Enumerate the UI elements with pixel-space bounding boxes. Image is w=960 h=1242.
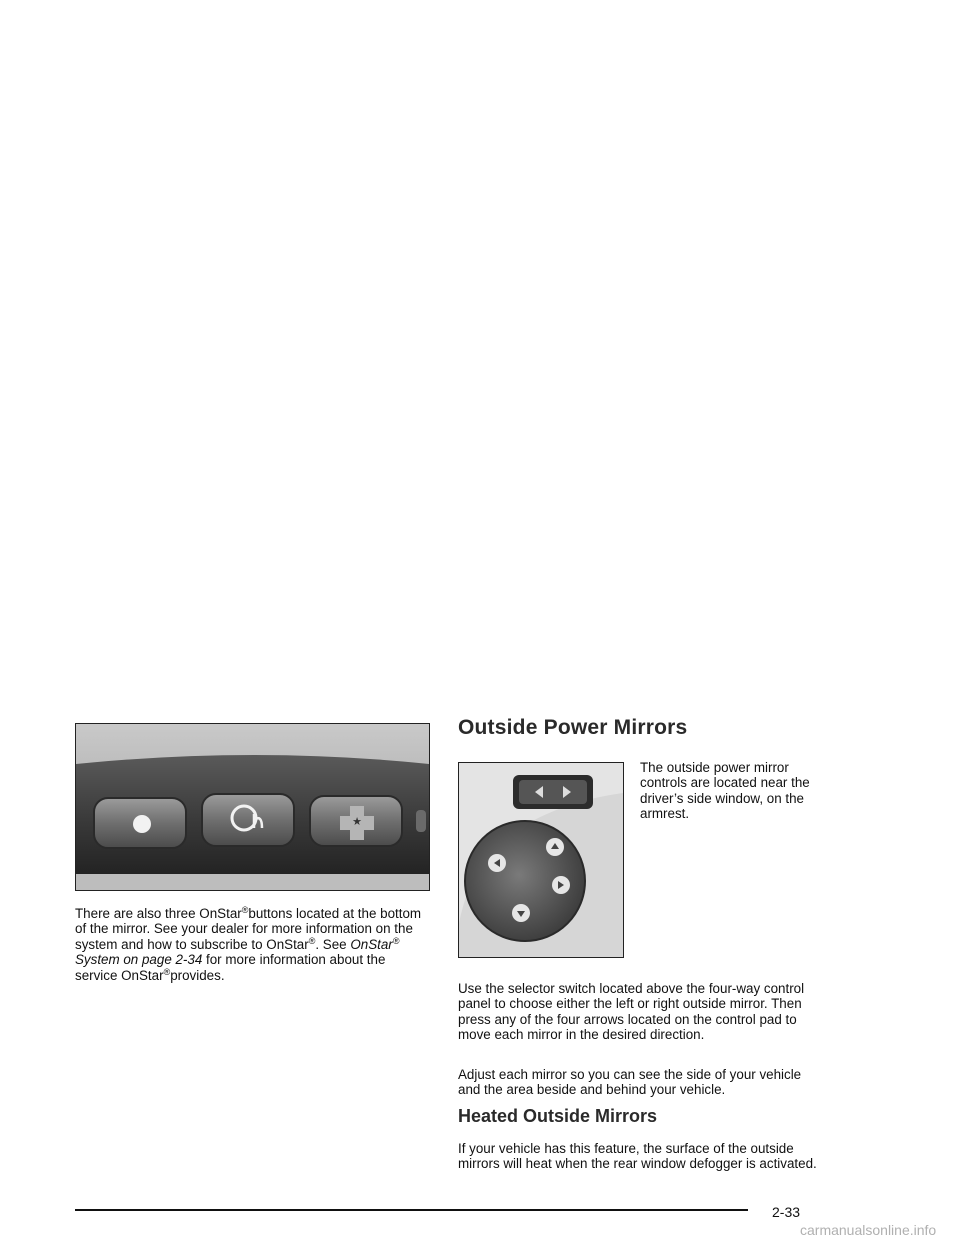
watermark: carmanualsonline.info: [800, 1222, 937, 1238]
onstar-paragraph: There are also three OnStar®buttons located at the bottom of the mirror. See your dealer for more information on the system and how to subscribe to OnStar®. See OnStar® System on page 2-34 for more information about the service OnStar®provides.: [75, 905, 422, 983]
controls-location-text: The outside power mirror controls are located near the driver’s side window, on the armrest.: [640, 760, 810, 822]
page-number: 2-33: [772, 1204, 801, 1220]
dot-icon: [133, 815, 151, 833]
footer-rule: [75, 1209, 748, 1211]
section-heading: Outside Power Mirrors: [458, 716, 688, 739]
mirror-selector-switch: [513, 775, 593, 809]
svg-text:★: ★: [352, 815, 362, 828]
heated-mirrors-text: If your vehicle has this feature, the surface of the outside mirrors will heat when the rear window defogger is activated.: [458, 1141, 817, 1172]
selector-switch-text: Use the selector switch located above the four-way control panel to choose either the left or right outside mirror. Then press any of the four arrows located on the control pad to move each mirror in the desired direction.: [458, 981, 805, 1043]
mirror-control-photo: [458, 762, 624, 958]
four-way-control-pad: [465, 821, 585, 941]
adjust-mirror-text: Adjust each mirror so you can see the side of your vehicle and the area beside and behind your vehicle.: [458, 1067, 802, 1098]
heated-mirrors-heading: Heated Outside Mirrors: [458, 1106, 658, 1126]
onstar-system-link[interactable]: OnStar® System on page 2-34: [75, 935, 400, 968]
onstar-buttons-photo: [75, 723, 430, 891]
